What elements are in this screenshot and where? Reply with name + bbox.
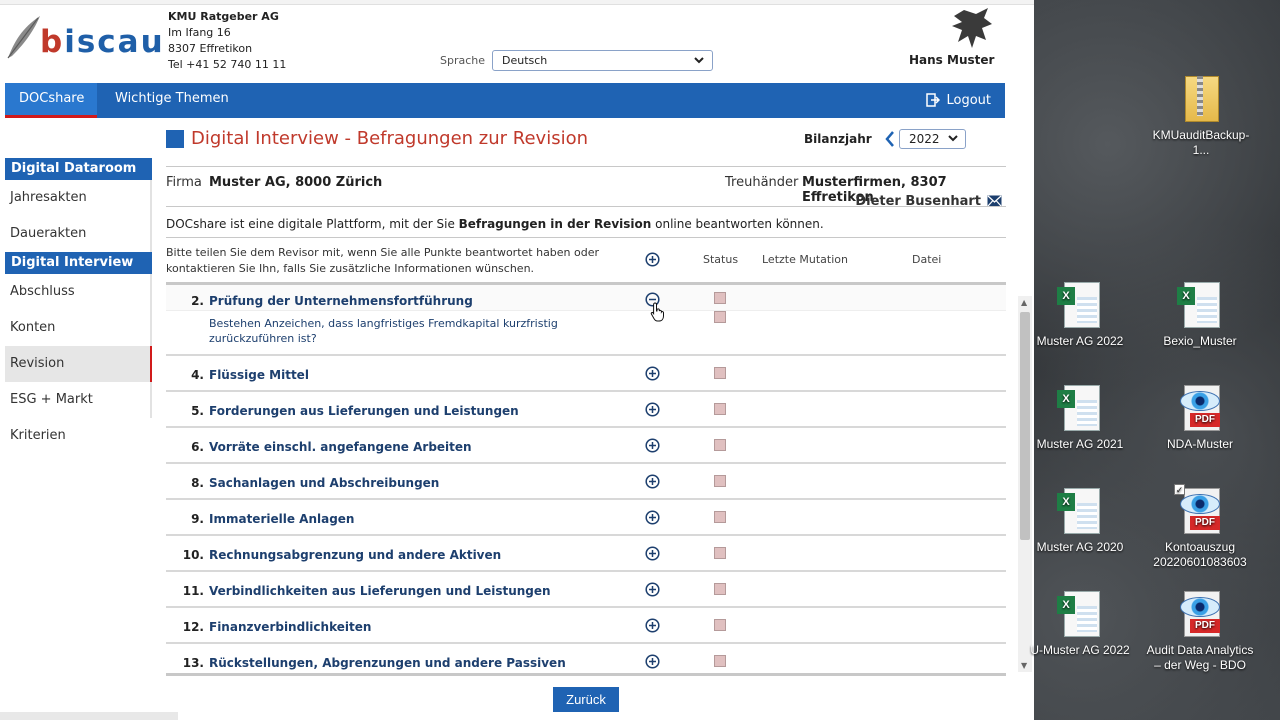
plus-circle-icon[interactable] — [645, 402, 660, 417]
back-button[interactable]: Zurück — [553, 687, 619, 712]
question-number: 11. — [182, 584, 204, 598]
logout-icon — [926, 93, 940, 107]
status-box — [714, 439, 726, 451]
desktop-icon-backup[interactable] — [1146, 74, 1256, 158]
desktop-icon-muster-2022[interactable] — [1025, 280, 1135, 349]
status-box — [714, 367, 726, 379]
sidebar-item-jahresakten[interactable]: Jahresakten — [5, 180, 152, 216]
question-number: 12. — [182, 620, 204, 634]
contact-name: Dieter Busenhart — [855, 194, 981, 209]
question-row[interactable] — [166, 428, 1006, 464]
question-number: 5. — [191, 404, 204, 418]
status-box — [714, 403, 726, 415]
biscau-logo[interactable] — [4, 12, 165, 64]
plus-circle-icon[interactable] — [645, 474, 660, 489]
user-name: Hans Muster — [909, 53, 995, 67]
sidebar — [5, 158, 152, 443]
desktop-icon-kontoauszug[interactable] — [1145, 486, 1255, 570]
desktop-icon-label: U-Muster AG 2022 — [1030, 643, 1130, 657]
status-box — [714, 475, 726, 487]
column-status: Status — [703, 253, 739, 266]
scroll-up-arrow-icon[interactable]: ▲ — [1021, 298, 1028, 307]
question-title[interactable]: Prüfung der Unternehmensfortführung — [209, 294, 473, 308]
table-header — [166, 237, 1006, 283]
desktop-icon-muster-2021[interactable] — [1025, 383, 1135, 452]
desktop-icon-label: NDA-Muster — [1166, 437, 1233, 451]
desktop-icon-label: Muster AG 2020 — [1036, 540, 1124, 554]
question-title[interactable]: Rückstellungen, Abgrenzungen und andere Passiven — [209, 656, 566, 670]
question-number: 10. — [182, 548, 204, 562]
company-phone: Tel +41 52 740 11 11 — [168, 58, 287, 71]
status-box — [714, 511, 726, 523]
spreadsheet-icon: X — [1056, 486, 1104, 536]
intro-bold: Befragungen in der Revision — [458, 217, 652, 231]
browser-bottom-strip — [0, 712, 178, 720]
spreadsheet-icon: X — [1056, 280, 1104, 330]
sidebar-section-dataroom: Digital Dataroom — [5, 158, 152, 180]
question-title[interactable]: Flüssige Mittel — [209, 368, 309, 382]
desktop-icon-label: Audit Data Analytics – der Weg - BDO — [1146, 643, 1254, 672]
question-number: 9. — [191, 512, 204, 526]
question-row[interactable] — [166, 572, 1006, 608]
title-square-icon — [166, 130, 184, 148]
question-title[interactable]: Rechnungsabgrenzung und andere Aktiven — [209, 548, 502, 562]
column-file: Datei — [912, 253, 942, 266]
title-row — [166, 128, 1006, 152]
sidebar-item-abschluss[interactable]: Abschluss — [5, 274, 152, 310]
plus-circle-icon[interactable] — [645, 366, 660, 381]
status-box — [714, 655, 726, 667]
pdf-icon: PDF — [1176, 589, 1224, 639]
sidebar-item-dauerakten[interactable]: Dauerakten — [5, 216, 152, 252]
spreadsheet-icon: X — [1056, 589, 1104, 639]
question-number: 8. — [191, 476, 204, 490]
question-title[interactable]: Sachanlagen und Abschreibungen — [209, 476, 440, 490]
intro-text: DOCshare ist eine digitale Plattform, mit der Sie Befragungen in der Revision online beantworten können. — [166, 206, 1006, 231]
plus-circle-icon[interactable] — [645, 654, 660, 669]
chevron-down-icon — [947, 131, 959, 145]
year-label: Bilanzjahr — [804, 132, 872, 146]
question-number: 2. — [191, 294, 204, 308]
question-title[interactable]: Vorräte einschl. angefangene Arbeiten — [209, 440, 472, 454]
user-avatar — [950, 6, 994, 50]
plus-circle-icon[interactable] — [645, 618, 660, 633]
plus-circle-icon[interactable] — [645, 252, 660, 267]
company-name: KMU Ratgeber AG — [168, 10, 279, 23]
desktop-icon-muster-2020[interactable] — [1025, 486, 1135, 555]
column-last-mutation: Letzte Mutation — [762, 253, 848, 266]
desktop-icon-label: Muster AG 2021 — [1036, 437, 1124, 451]
question-row[interactable] — [166, 536, 1006, 572]
language-value: Deutsch — [502, 54, 548, 67]
sidebar-item-esg[interactable]: ESG + Markt Kriterien — [5, 382, 152, 418]
firm-value: Muster AG, 8000 Zürich — [209, 175, 383, 190]
page-title: Digital Interview - Befragungen zur Revision — [191, 128, 589, 149]
tab-docshare[interactable]: DOCshare — [5, 83, 97, 118]
question-list — [166, 282, 1006, 676]
plus-circle-icon[interactable] — [645, 510, 660, 525]
question-title[interactable]: Verbindlichkeiten aus Lieferungen und Leistungen — [209, 584, 551, 598]
desktop-icon-u-muster-2022[interactable] — [1025, 589, 1135, 658]
status-box — [714, 583, 726, 595]
logout-link[interactable] — [926, 83, 991, 118]
firm-label: Firma — [166, 175, 202, 190]
language-select[interactable] — [492, 50, 713, 71]
language-label: Sprache — [440, 54, 486, 67]
year-select[interactable] — [899, 129, 966, 149]
pdf-icon: PDF — [1176, 383, 1224, 433]
status-box — [714, 311, 726, 323]
plus-circle-icon[interactable] — [645, 582, 660, 597]
logo-wordmark: biscau — [40, 24, 165, 60]
question-subtext: Bestehen Anzeichen, dass langfristiges Fremdkapital kurzfristig zurückzuführen ist? — [209, 317, 558, 345]
question-row[interactable] — [166, 500, 1006, 536]
question-title[interactable]: Immaterielle Anlagen — [209, 512, 355, 526]
desktop-icon-label: Bexio_Muster — [1163, 334, 1237, 348]
desktop-icon-bexio[interactable] — [1145, 280, 1255, 349]
question-row[interactable] — [166, 392, 1006, 428]
sidebar-section-interview: Digital Interview — [5, 252, 152, 274]
browser-top-edge — [0, 0, 1034, 5]
company-address — [168, 9, 286, 73]
hand-cursor-icon — [650, 302, 666, 322]
zip-icon — [1177, 74, 1225, 124]
question-row[interactable] — [166, 356, 1006, 392]
status-box — [714, 292, 726, 304]
desktop-background — [1030, 0, 1280, 720]
desktop-icon-label: Muster AG 2022 — [1036, 334, 1124, 348]
question-title[interactable]: Finanzverbindlichkeiten — [209, 620, 372, 634]
question-title[interactable]: Forderungen aus Lieferungen und Leistungen — [209, 404, 519, 418]
year-value: 2022 — [909, 132, 940, 146]
chevron-left-icon[interactable] — [884, 129, 896, 149]
status-box — [714, 619, 726, 631]
sidebar-item-konten[interactable]: Konten — [5, 310, 152, 346]
question-number: 4. — [191, 368, 204, 382]
hint-text: Bitte teilen Sie dem Revisor mit, wenn Sie alle Punkte beantwortet haben oder kontaktieren Sie Ihn, falls Sie zusätzliche Informationen wünschen. — [166, 246, 600, 275]
firm-row — [166, 166, 1006, 209]
pdf-icon: PDF ✓ — [1176, 486, 1224, 536]
feather-icon — [4, 12, 44, 62]
spreadsheet-icon: X — [1176, 280, 1224, 330]
question-number: 13. — [182, 656, 204, 670]
logout-label: Logout — [946, 93, 991, 108]
tab-wichtige-themen[interactable]: Wichtige Themen — [115, 91, 229, 106]
question-row-open[interactable] — [166, 285, 1006, 356]
company-city: 8307 Effretikon — [168, 42, 253, 55]
chevron-down-icon — [693, 53, 705, 67]
question-row[interactable] — [166, 464, 1006, 500]
scroll-down-arrow-icon[interactable]: ▼ — [1021, 661, 1028, 670]
company-street: Im Ifang 16 — [168, 26, 231, 39]
plus-circle-icon[interactable] — [645, 546, 660, 561]
plus-circle-icon[interactable] — [645, 438, 660, 453]
trustee-label: Treuhänder — [725, 175, 799, 190]
question-number: 6. — [191, 440, 204, 454]
desktop-icon-label: KMUauditBackup-1... — [1152, 128, 1250, 157]
question-row[interactable] — [166, 608, 1006, 644]
trustee-value: Musterfirmen, 8307 Effretikon — [802, 175, 947, 205]
checkbox-icon[interactable]: ✓ — [1175, 485, 1184, 495]
spreadsheet-icon: X — [1056, 383, 1104, 433]
main-navbar — [5, 83, 1005, 118]
desktop-icon-nda[interactable] — [1145, 383, 1255, 452]
desktop-icon-label: Kontoauszug 20220601083603 — [1153, 540, 1247, 569]
status-box — [714, 547, 726, 559]
sidebar-item-revision[interactable]: Revision — [5, 346, 152, 382]
desktop-icon-audit-bdo[interactable] — [1145, 589, 1255, 673]
question-row[interactable] — [166, 644, 1006, 676]
